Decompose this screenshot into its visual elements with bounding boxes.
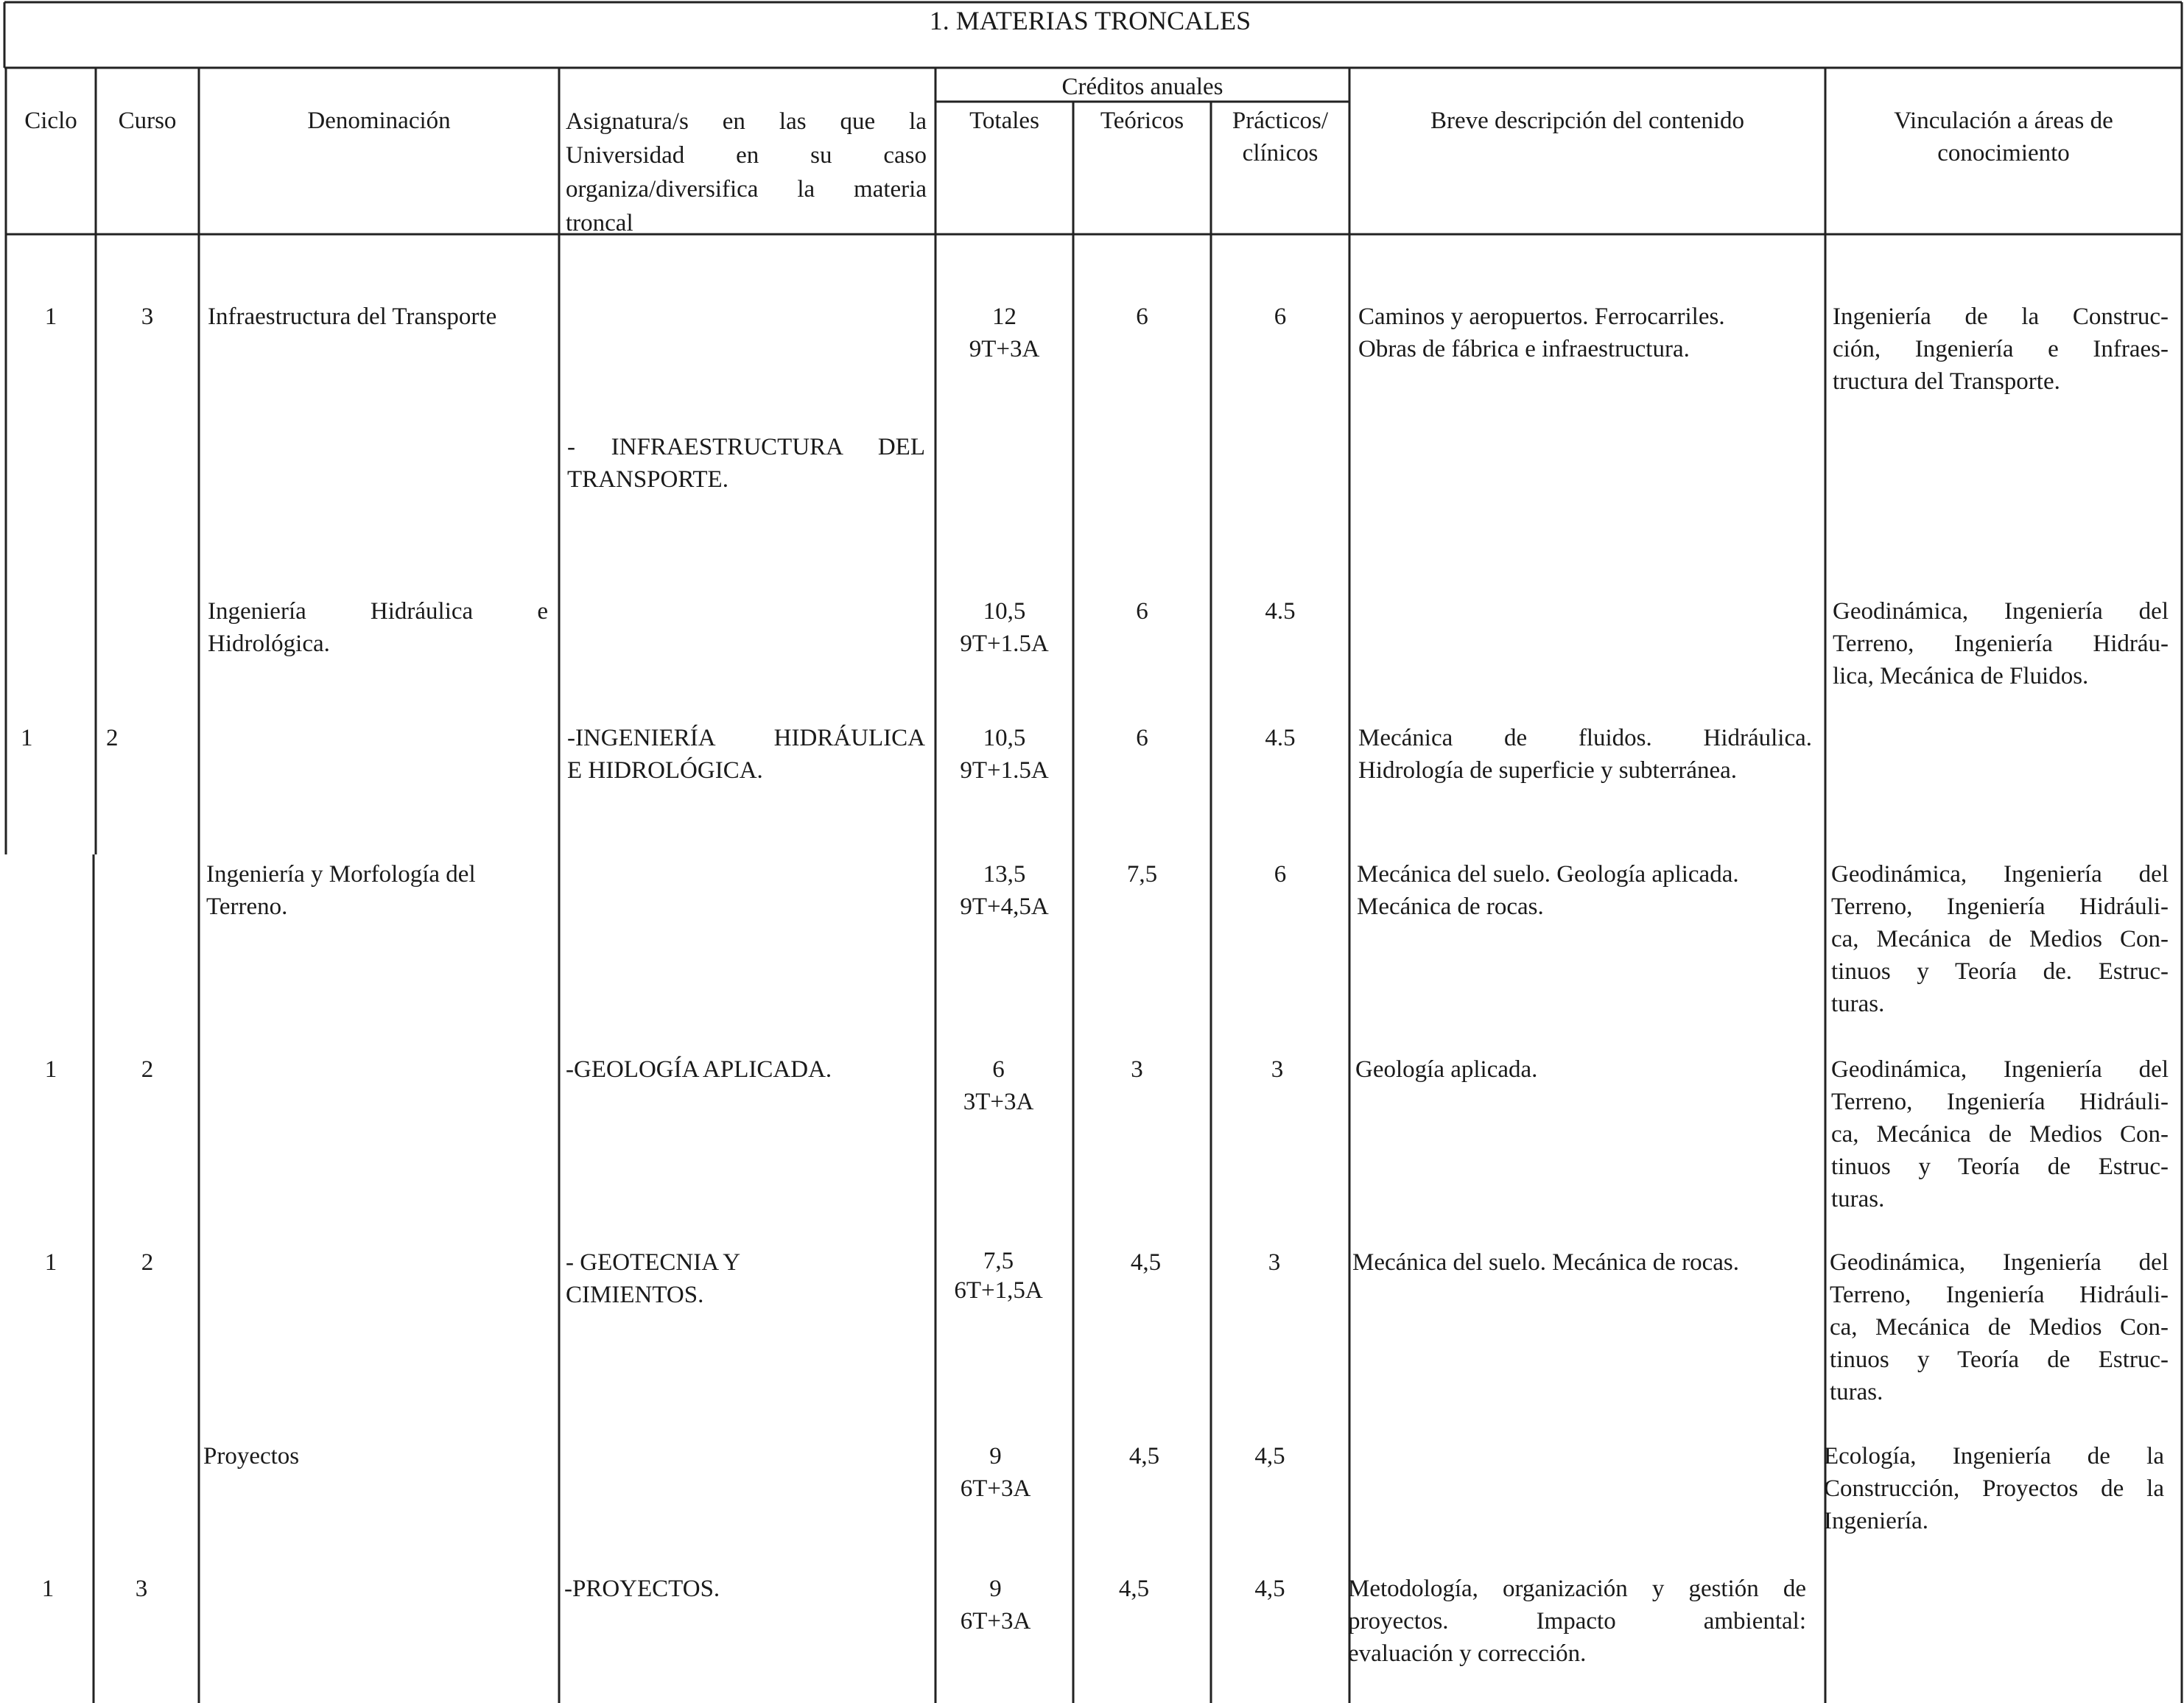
row7-denominacion: Proyectos xyxy=(203,1443,300,1470)
row3-ciclo: 1 xyxy=(21,725,33,751)
row8-curso: 3 xyxy=(135,1576,148,1602)
row8-ciclo: 1 xyxy=(41,1576,55,1602)
row7-practicos: 4,5 xyxy=(1254,1443,1285,1470)
row6-teoricos: 4,5 xyxy=(1130,1249,1162,1276)
row5-vinculacion: Geodinámica, Ingeniería del Terreno, Ingeniería Hidráuli- ca, Mecánica de Medios Con- tinuos y Teoría de Estruc- turas. xyxy=(1831,1056,2169,1212)
row5-totales: 6 3T+3A xyxy=(963,1056,1034,1115)
row2-totales: 10,5 9T+1.5A xyxy=(960,598,1049,657)
row5-descripcion: Geología aplicada. xyxy=(1355,1056,1538,1083)
header-descripcion: Breve descripción del contenido xyxy=(1430,108,1745,134)
row4-practicos: 6 xyxy=(1274,861,1287,888)
row7-teoricos: 4,5 xyxy=(1128,1443,1160,1470)
row3-totales: 10,5 9T+1.5A xyxy=(960,725,1049,784)
row3-descripcion: Mecánica de fluidos. Hidráulica. Hidrología de superficie y subterránea. xyxy=(1358,725,1812,784)
header-curso: Curso xyxy=(118,108,177,134)
header-vinculacion: Vinculación a áreas de conocimiento xyxy=(1894,108,2113,166)
row3-teoricos: 6 xyxy=(1136,725,1148,751)
header-denominacion: Denominación xyxy=(307,108,451,134)
row6-asignatura: - GEOTECNIA Y CIMIENTOS. xyxy=(566,1249,741,1308)
row8-practicos: 4,5 xyxy=(1254,1576,1285,1602)
row0-descripcion: Caminos y aeropuertos. Ferrocarriles. Obras de fábrica e infraestructura. xyxy=(1358,303,1725,362)
row8-teoricos: 4,5 xyxy=(1118,1576,1150,1602)
row6-totales: 7,5 6T+1,5A xyxy=(954,1248,1043,1304)
row8-descripcion: Metodología, organización y gestión de proyectos. Impacto ambiental: evaluación y corrección. xyxy=(1348,1576,1806,1667)
row3-asignatura: -INGENIERÍA HIDRÁULICA E HIDROLÓGICA. xyxy=(567,725,925,784)
row4-teoricos: 7,5 xyxy=(1126,861,1158,888)
row0-denominacion: Infraestructura del Transporte xyxy=(208,303,497,330)
row4-totales: 13,5 9T+4,5A xyxy=(960,861,1049,920)
row6-curso: 2 xyxy=(141,1249,154,1276)
row5-ciclo: 1 xyxy=(44,1056,57,1083)
row7-vinculacion: Ecología, Ingeniería de la Construcción, Proyectos de la Ingeniería. xyxy=(1824,1443,2164,1534)
row8-totales: 9 6T+3A xyxy=(960,1576,1031,1634)
row0-ciclo: 1 xyxy=(44,303,57,330)
header-teoricos: Teóricos xyxy=(1100,108,1184,134)
row4-vinculacion: Geodinámica, Ingeniería del Terreno, Ingeniería Hidráuli- ca, Mecánica de Medios Con- tinuos y Teoría de. Estruc- turas. xyxy=(1831,861,2169,1017)
row6-practicos: 3 xyxy=(1268,1249,1281,1276)
row0-totales: 12 9T+3A xyxy=(969,303,1040,362)
row5-asignatura: -GEOLOGÍA APLICADA. xyxy=(566,1056,832,1083)
row2-vinculacion: Geodinámica, Ingeniería del Terreno, Ingeniería Hidráu- lica, Mecánica de Fluidos. xyxy=(1833,598,2169,689)
row5-practicos: 3 xyxy=(1271,1056,1284,1083)
row3-practicos: 4.5 xyxy=(1265,725,1296,751)
table-title: 1. MATERIAS TRONCALES xyxy=(929,6,1251,35)
row7-totales: 9 6T+3A xyxy=(960,1443,1031,1502)
header-ciclo: Ciclo xyxy=(24,108,77,134)
row3-curso: 2 xyxy=(106,725,119,751)
row5-curso: 2 xyxy=(141,1056,154,1083)
row6-vinculacion: Geodinámica, Ingeniería del Terreno, Ingeniería Hidráuli- ca, Mecánica de Medios Con- tinuos y Teoría de Estruc- turas. xyxy=(1830,1249,2169,1405)
row0-vinculacion: Ingeniería de la Construc- ción, Ingeniería e Infraes- tructura del Transporte. xyxy=(1833,303,2169,395)
row2-denominacion: Ingeniería Hidráulica e Hidrológica. xyxy=(208,598,548,657)
header-asignatura: Asignatura/s en las que la Universidad en su caso organiza/diversifica la materia troncal xyxy=(566,108,927,236)
row0-practicos: 6 xyxy=(1274,303,1287,330)
row4-descripcion: Mecánica del suelo. Geología aplicada. Mecánica de rocas. xyxy=(1357,861,1739,920)
row2-teoricos: 6 xyxy=(1136,598,1148,625)
row0-teoricos: 6 xyxy=(1136,303,1148,330)
row1-asignatura: - INFRAESTRUCTURA DEL TRANSPORTE. xyxy=(567,434,925,493)
row8-asignatura: -PROYECTOS. xyxy=(564,1576,720,1602)
row4-denominacion: Ingeniería y Morfología del Terreno. xyxy=(206,861,476,920)
row6-descripcion: Mecánica del suelo. Mecánica de rocas. xyxy=(1352,1249,1739,1276)
header-practicos: Prácticos/ clínicos xyxy=(1232,108,1329,166)
row0-curso: 3 xyxy=(141,303,154,330)
header-totales: Totales xyxy=(969,108,1039,134)
row2-practicos: 4.5 xyxy=(1265,598,1296,625)
row5-teoricos: 3 xyxy=(1131,1056,1143,1083)
header-creditos-anuales: Créditos anuales xyxy=(1061,74,1223,100)
row6-ciclo: 1 xyxy=(44,1249,57,1276)
